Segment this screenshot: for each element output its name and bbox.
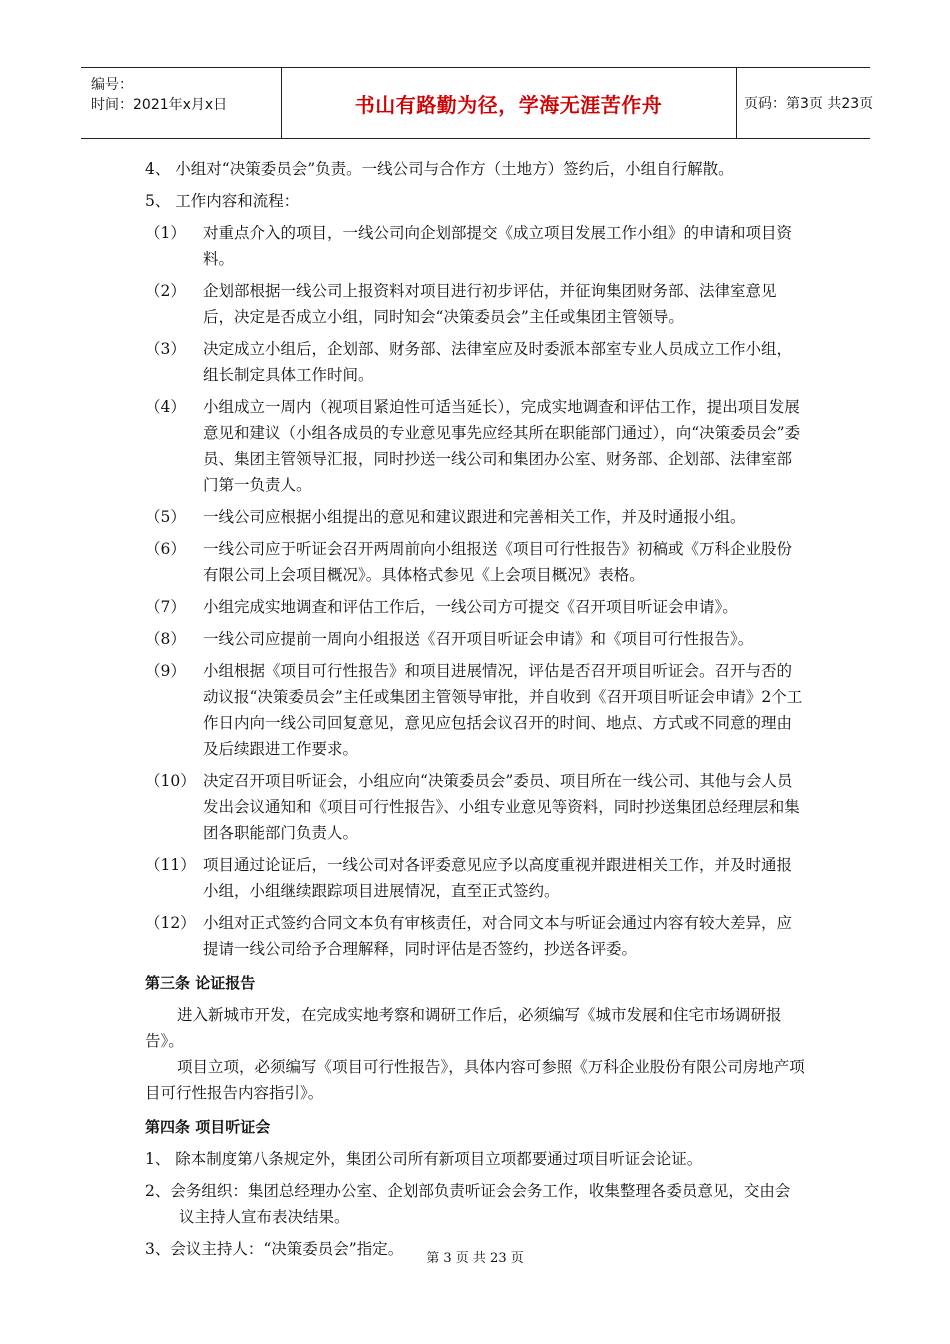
workflow-step bbox=[145, 768, 805, 846]
step-text: 小组完成实地调查和评估工作后，一线公司方可提交《召开项目听证会申请》。 bbox=[203, 598, 738, 616]
step-text: 决定召开项目听证会，小组应向“决策委员会”委员、项目所在一线公司、其他与会人员发出会议通知和《项目可行性报告》、小组专业意见等资料，同时抄送集团总经理层和集团各职能部门负责人。 bbox=[203, 772, 800, 842]
workflow-step bbox=[145, 536, 805, 588]
step-number: （7） bbox=[145, 598, 186, 616]
paragraph-item-4: 4、 小组对“决策委员会”负责。一线公司与合作方（土地方）签约后，小组自行解散。 bbox=[145, 160, 734, 178]
step-number: （10） bbox=[145, 772, 196, 790]
paragraph-item-5: 5、 工作内容和流程： bbox=[145, 192, 300, 210]
article-4-item-3: 3、会议主持人：“决策委员会”指定。 bbox=[145, 1240, 404, 1258]
step-text: 一线公司应于听证会召开两周前向小组报送《项目可行性报告》初稿或《万科企业股份有限公司上会项目概况》。具体格式参见《上会项目概况》表格。 bbox=[203, 540, 793, 584]
article-4-title: 第四条 项目听证会 bbox=[145, 1118, 271, 1136]
step-text: 小组根据《项目可行性报告》和项目进展情况，评估是否召开项目听证会。召开与否的动议报“决策委员会”主任或集团主管领导审批，并自收到《召开项目听证会申请》2个工作日内向一线公司回复意见，意见应包括会议召开的时间、地点、方式或不同意的理由及后续跟进工作要求。 bbox=[203, 662, 803, 758]
workflow-steps bbox=[145, 220, 805, 962]
document-header bbox=[81, 67, 874, 139]
workflow-step bbox=[145, 852, 805, 904]
article-4-item-2: 2、会务组织：集团总经理办公室、企划部负责听证会会务工作，收集整理各委员意见，交由会议主持人宣布表决结果。 bbox=[145, 1182, 791, 1226]
step-text: 对重点介入的项目，一线公司向企划部提交《成立项目发展工作小组》的申请和项目资料。 bbox=[203, 224, 793, 268]
workflow-step bbox=[145, 594, 805, 620]
step-number: （4） bbox=[145, 398, 186, 416]
step-number: （6） bbox=[145, 540, 186, 558]
header-meta-cell bbox=[81, 68, 282, 138]
step-number: （1） bbox=[145, 224, 186, 242]
workflow-step bbox=[145, 504, 805, 530]
workflow-step bbox=[145, 394, 805, 498]
step-number: （8） bbox=[145, 630, 186, 648]
workflow-step bbox=[145, 336, 805, 388]
step-number: （12） bbox=[145, 914, 196, 932]
step-text: 小组成立一周内（视项目紧迫性可适当延长），完成实地调查和评估工作，提出项目发展意见和建议（小组各成员的专业意见事先应经其所在职能部门通过），向“决策委员会”委员、集团主管领导汇报，同时抄送一线公司和集团办公室、财务部、企划部、法律室部门第一负责人。 bbox=[203, 398, 801, 494]
article-4-item-1: 1、 除本制度第八条规定外，集团公司所有新项目立项都要通过项目听证会论证。 bbox=[145, 1150, 703, 1168]
header-page-cell bbox=[736, 68, 874, 138]
article-3-title: 第三条 论证报告 bbox=[145, 974, 256, 992]
step-text: 企划部根据一线公司上报资料对项目进行初步评估，并征询集团财务部、法律室意见后，决定是否成立小组，同时知会“决策委员会”主任或集团主管领导。 bbox=[203, 282, 777, 326]
step-text: 一线公司应根据小组提出的意见和建议跟进和完善相关工作，并及时通报小组。 bbox=[203, 508, 746, 526]
workflow-step bbox=[145, 626, 805, 652]
page-info: 页码：第3页 共23页 bbox=[744, 96, 874, 112]
step-number: （5） bbox=[145, 508, 186, 526]
step-text: 决定成立小组后，企划部、财务部、法律室应及时委派本部室专业人员成立工作小组，组长制定具体工作时间。 bbox=[203, 340, 793, 384]
step-number: （2） bbox=[145, 282, 186, 300]
workflow-step bbox=[145, 278, 805, 330]
document-body bbox=[145, 156, 805, 1262]
workflow-step bbox=[145, 658, 805, 762]
article-3-paragraph-1: 进入新城市开发，在完成实地考察和调研工作后，必须编写《城市发展和住宅市场调研报告》。 bbox=[145, 1006, 782, 1050]
number-label: 编号： bbox=[91, 77, 133, 93]
step-text: 项目通过论证后，一线公司对各评委意见应予以高度重视并跟进相关工作，并及时通报小组，小组继续跟踪项目进展情况，直至正式签约。 bbox=[203, 856, 793, 900]
workflow-step bbox=[145, 220, 805, 272]
header-motto-cell bbox=[281, 68, 737, 138]
step-number: （3） bbox=[145, 340, 186, 358]
step-number: （11） bbox=[145, 856, 196, 874]
motto: 书山有路勤为径，学海无涯苦作舟 bbox=[354, 92, 663, 117]
time-label: 时间：2021年x月x日 bbox=[91, 97, 228, 113]
step-text: 小组对正式签约合同文本负有审核责任，对合同文本与听证会通过内容有较大差异，应提请一线公司给予合理解释，同时评估是否签约，抄送各评委。 bbox=[203, 914, 793, 958]
workflow-step bbox=[145, 910, 805, 962]
article-3-paragraph-2: 项目立项，必须编写《项目可行性报告》，具体内容可参照《万科企业股份有限公司房地产项目可行性报告内容指引》。 bbox=[145, 1058, 805, 1102]
page-footer: 第 3 页 共 23 页 bbox=[426, 1251, 524, 1266]
step-number: （9） bbox=[145, 662, 186, 680]
step-text: 一线公司应提前一周向小组报送《召开项目听证会申请》和《项目可行性报告》。 bbox=[203, 630, 754, 648]
